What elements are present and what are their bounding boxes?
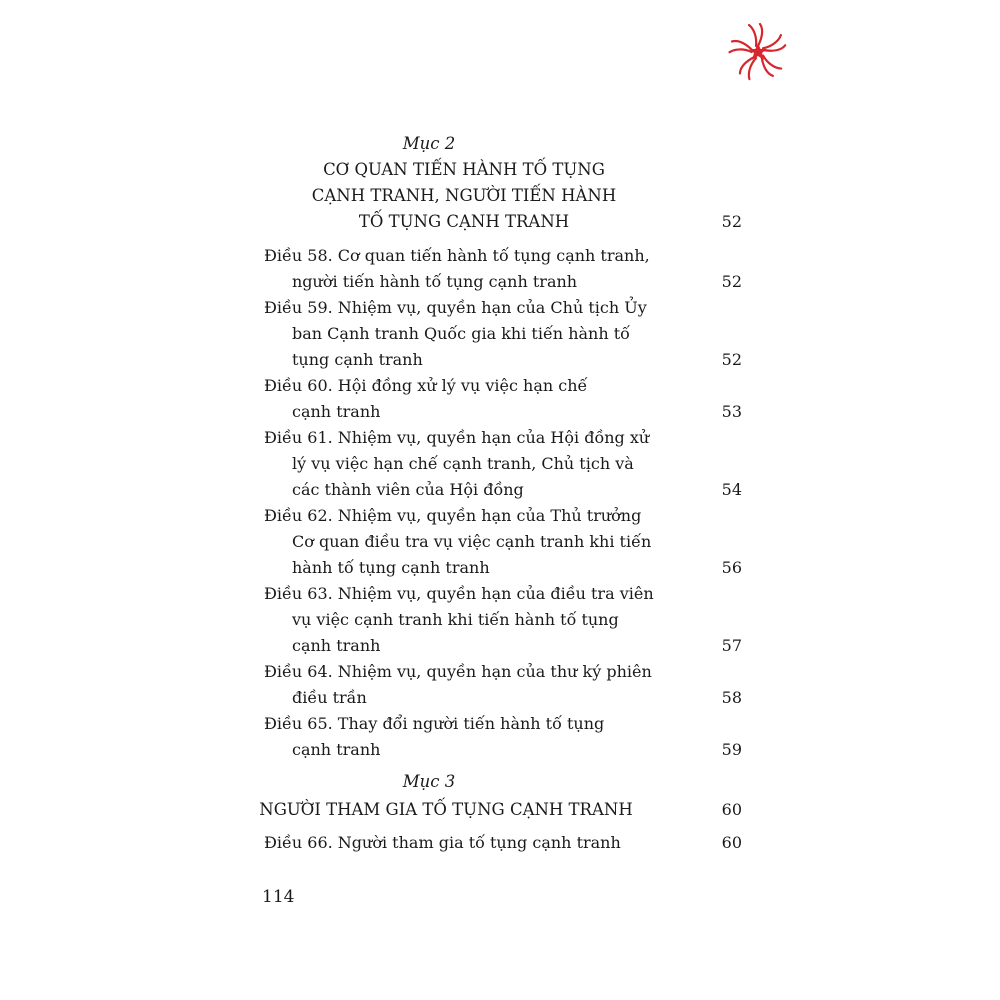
- toc-entry-line: cạnh tranh: [292, 740, 381, 759]
- toc-entry-line: Điều 64. Nhiệm vụ, quyền hạn của thư ký phiên: [264, 662, 652, 681]
- toc-entry-line: Điều 60. Hội đồng xử lý vụ việc hạn chế: [264, 376, 588, 395]
- toc-entry-page: 53: [721, 402, 742, 421]
- toc-entry-line: Cơ quan điều tra vụ việc cạnh tranh khi tiến: [292, 532, 652, 551]
- toc-entry-line: điều trần: [292, 688, 367, 707]
- section-title-line: CẠNH TRANH, NGƯỜI TIẾN HÀNH: [311, 186, 617, 205]
- toc-entry-line: Điều 58. Cơ quan tiến hành tố tụng cạnh tranh,: [264, 246, 650, 265]
- toc-entry-page: 58: [721, 688, 742, 707]
- section-label: Mục 3: [402, 772, 456, 791]
- toc-entry-line: Điều 61. Nhiệm vụ, quyền hạn của Hội đồng xử: [264, 428, 650, 447]
- toc-entry-line: Điều 63. Nhiệm vụ, quyền hạn của điều tra viên: [264, 584, 654, 603]
- section-title-line: NGƯỜI THAM GIA TỐ TỤNG CẠNH TRANH: [259, 800, 633, 819]
- toc-entry-page: 54: [721, 480, 742, 499]
- toc-entry-line: Điều 66. Người tham gia tố tụng cạnh tranh: [264, 833, 621, 852]
- toc-entry-page: 52: [721, 272, 742, 291]
- toc-entry-line: Điều 65. Thay đổi người tiến hành tố tụng: [264, 714, 605, 733]
- section-page-number: 60: [721, 800, 742, 819]
- toc-entry-line: các thành viên của Hội đồng: [292, 480, 524, 499]
- page-number: 114: [262, 887, 295, 907]
- toc-entry-line: Điều 59. Nhiệm vụ, quyền hạn của Chủ tịch Ủy: [264, 298, 647, 317]
- toc-entry-line: cạnh tranh: [292, 636, 381, 655]
- toc-entry-line: tụng cạnh tranh: [292, 350, 423, 369]
- section-page-number: 52: [721, 212, 742, 231]
- section-label: Mục 2: [402, 134, 456, 153]
- toc-entry-page: 60: [721, 833, 742, 852]
- toc-entry-line: lý vụ việc hạn chế cạnh tranh, Chủ tịch và: [292, 454, 634, 473]
- toc-entry-page: 56: [721, 558, 742, 577]
- toc-entry-line: người tiến hành tố tụng cạnh tranh: [292, 272, 578, 291]
- toc-entry-line: cạnh tranh: [292, 402, 381, 421]
- toc-entry-page: 59: [721, 740, 742, 759]
- toc-entry-page: 57: [721, 636, 742, 655]
- toc-entry-line: hành tố tụng cạnh tranh: [292, 558, 490, 577]
- toc-entry-line: vụ việc cạnh tranh khi tiến hành tố tụng: [292, 610, 619, 629]
- section-title-line: CƠ QUAN TIẾN HÀNH TỐ TỤNG: [323, 160, 605, 179]
- toc-entry-page: 52: [721, 350, 742, 369]
- toc-entry-line: ban Cạnh tranh Quốc gia khi tiến hành tố: [292, 324, 630, 343]
- section-title-line: TỐ TỤNG CẠNH TRANH: [358, 212, 570, 231]
- publisher-star-logo-icon: [728, 22, 788, 82]
- toc-entry-line: Điều 62. Nhiệm vụ, quyền hạn của Thủ trưởng: [264, 506, 642, 525]
